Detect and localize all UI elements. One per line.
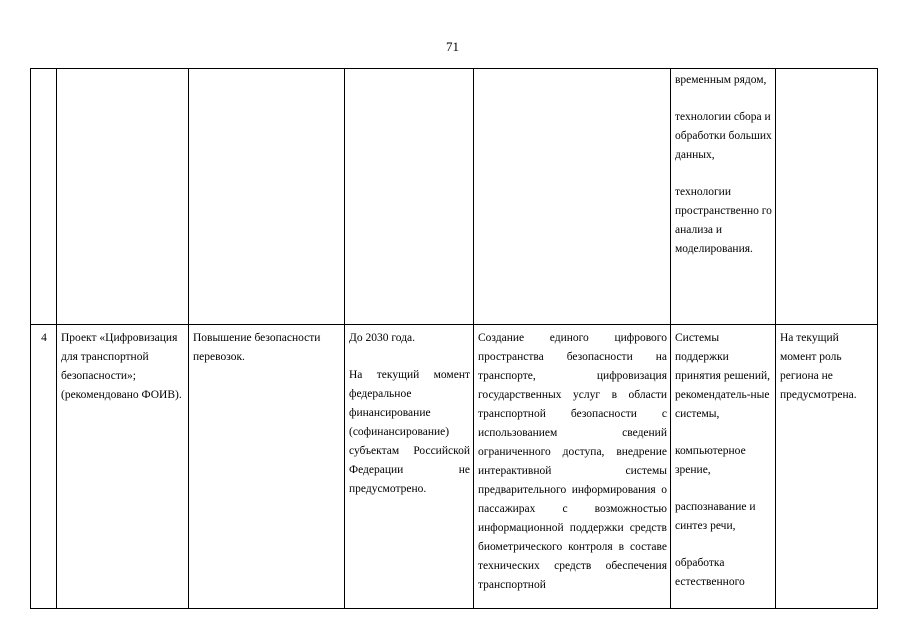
cell-num — [31, 69, 57, 325]
cell-deadline — [345, 325, 474, 609]
page-number: 71 — [446, 39, 459, 54]
cell-deadline — [345, 69, 474, 325]
cell-region-role — [776, 69, 878, 325]
cell-description — [474, 69, 671, 325]
cell-region-role: На текущий момент роль региона не предусмотрена. — [776, 325, 878, 609]
table-row — [31, 325, 878, 609]
cell-goal: Повышение безопасности перевозок. — [189, 325, 345, 609]
project-title: Проект «Цифровизация для транспортной безопасности»; — [61, 332, 178, 382]
cell-technologies — [671, 325, 776, 609]
tech-item: обработка естественного — [675, 557, 745, 588]
cell-technologies — [671, 69, 776, 325]
tech-item: технологии сбора и обработки больших данных, — [675, 111, 772, 161]
cell-num: 4 — [31, 325, 57, 609]
tech-item: технологии пространственно го анализа и моделирования. — [675, 186, 772, 255]
tech-item: временным рядом, — [675, 74, 767, 86]
tech-item: распознавание и синтез речи, — [675, 501, 756, 532]
deadline-year: До 2030 года. — [349, 332, 416, 344]
cell-goal — [189, 69, 345, 325]
table-row — [31, 69, 878, 325]
deadline-note: На текущий момент федеральное финансирование (софинансирование) субъектам Российской Федерации не предусмотрено. — [349, 369, 470, 495]
tech-item: компьютерное зрение, — [675, 445, 746, 476]
cell-description: Создание единого цифрового пространства безопасности на транспорте, цифровизация государственных услуг в области транспортной безопасности с использованием сведений ограниченного доступа, внедрение интерактивной системы предварительного информирования о пассажирах с возможностью информационной поддержки средств биометрического контроля в составе технических средств обеспечения транспортной — [474, 325, 671, 609]
project-note: (рекомендовано ФОИВ). — [61, 389, 182, 401]
cell-project — [57, 325, 189, 609]
tech-item: Системы поддержки принятия решений, рекомендатель-ные системы, — [675, 332, 770, 420]
cell-project — [57, 69, 189, 325]
document-table — [30, 68, 878, 609]
